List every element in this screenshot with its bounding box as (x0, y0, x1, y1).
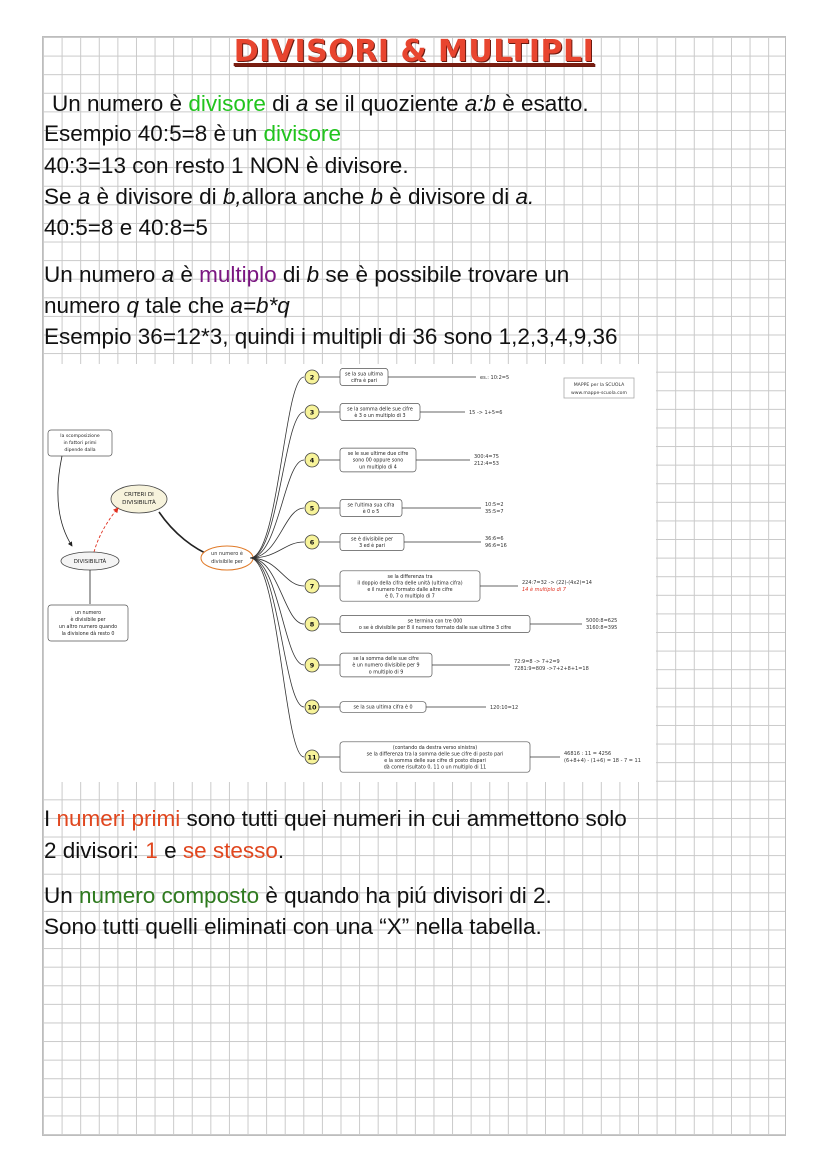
multiple-example-line: Esempio 36=12*3, quindi i multipli di 36 sono 1,2,3,4,9,36 (44, 324, 618, 349)
rule-example: 212:4=53 (474, 461, 499, 467)
prime-divisors-line: 2 divisori: 1 e se stesso. (44, 838, 285, 863)
svg-text:un numero è: un numero è (211, 551, 243, 557)
rule-text: o multiplo di 9 (368, 670, 404, 676)
rule-6 (305, 533, 507, 550)
divisor-example-line: Esempio 40:5=8 è un divisore (44, 121, 342, 146)
svg-text:www.mappe-scuola.com: www.mappe-scuola.com (571, 391, 627, 396)
rule-text: un multiplo di 4 (359, 465, 397, 471)
rule-text: se la sua ultima (345, 372, 383, 378)
rule-branches (250, 377, 304, 757)
mappe-scuola-logo (564, 378, 634, 398)
rule-example: es.: 10:2=5 (480, 375, 510, 381)
rule-text: se la differenza tra la somma delle sue cifre di posto pari (366, 752, 504, 758)
rule-number: 8 (309, 620, 315, 629)
rule-number: 9 (309, 661, 315, 670)
rule-text: se l'ultima sua cifra (347, 503, 395, 509)
rule-text: è un numero divisibile per 9 (352, 663, 420, 669)
rule-example: 35:5=7 (485, 509, 504, 515)
rule-branch-line (250, 558, 304, 707)
rule-4 (305, 448, 499, 472)
rule-text: se la differenza tra (387, 574, 433, 580)
svg-text:CRITERI DI: CRITERI DI (124, 492, 154, 498)
rule-text: è 0 o 5 (362, 510, 380, 515)
non-divisor-line: 40:3=13 con resto 1 NON è divisore. (44, 153, 409, 178)
svg-text:un numero: un numero (74, 611, 102, 616)
rule-branch-line (250, 558, 304, 624)
rule-text: (contando da destra verso sinistra) (392, 745, 478, 751)
composite-definition-line: Un numero composto è quando ha piú divisori di 2. (44, 883, 552, 908)
rule-example: 5000:8=625 (586, 618, 618, 624)
rule-example: (6+8+4) - (1+6) = 18 - 7 = 11 (564, 758, 641, 764)
svg-text:un altro numero quando: un altro numero quando (58, 625, 118, 630)
rule-text: se è divisibile per (351, 537, 393, 543)
rule-text: e la somma delle sue cifre di posto dispari (384, 759, 486, 764)
rule-number: 11 (307, 753, 317, 762)
rule-number: 5 (309, 504, 315, 513)
rule-text: se le sue ultime due cifre (347, 452, 409, 458)
rule-text: il doppio della cifra delle unità (ultima cifra) (357, 581, 463, 587)
rule-example: 36:6=6 (485, 536, 504, 542)
composite-table-line: Sono tutti quelli eliminati con una “X” nella tabella. (44, 914, 542, 939)
rule-number: 3 (309, 408, 315, 417)
rule-example: 46816 : 11 = 4256 (564, 751, 612, 757)
rule-10 (305, 700, 518, 714)
rule-9 (305, 653, 589, 677)
svg-text:DIVISIBILITÀ: DIVISIBILITÀ (122, 500, 156, 506)
rule-text: se termina con tre 000 (407, 619, 463, 625)
rule-branch-line (250, 508, 304, 558)
rule-number: 4 (309, 456, 315, 465)
rule-text: è 0, 7 o multiplo di 7 (385, 594, 435, 600)
rule-branch-line (250, 558, 304, 757)
rule-example: 3160:8=395 (586, 625, 618, 631)
rule-5 (305, 499, 504, 516)
rule-example: 10:5=2 (485, 502, 504, 508)
rule-8 (305, 615, 617, 632)
rule-3 (305, 403, 502, 420)
rule-example: 96:6=16 (485, 543, 507, 549)
svg-text:è divisibile per: è divisibile per (70, 618, 106, 623)
rule-branch-line (250, 377, 304, 558)
rule-example: 300:4=75 (474, 454, 499, 460)
rule-2 (305, 368, 509, 385)
divisor-definition-line: Un numero è divisore di a se il quoziente a:b è esatto. (52, 91, 589, 116)
rule-example: 120:10=12 (490, 705, 519, 711)
multiple-formula-line: numero q tale che a=b*q (44, 293, 290, 318)
definition-note (48, 605, 128, 641)
rule-text: se la somma delle sue cifre (347, 407, 413, 413)
criteri-node (111, 485, 167, 513)
rule-text: è 3 o un multiplo di 3 (354, 414, 406, 419)
rule-list (305, 368, 641, 772)
factorization-note (48, 430, 112, 456)
svg-text:dipende dalla: dipende dalla (64, 448, 96, 453)
multiple-definition-line: Un numero a è multiplo di b se è possibile trovare un (44, 262, 570, 287)
svg-text:MAPPE per la SCUOLA: MAPPE per la SCUOLA (573, 383, 625, 388)
rule-branch-line (250, 558, 304, 665)
svg-text:DIVISIBILITÀ: DIVISIBILITÀ (73, 559, 107, 565)
divisor-symmetry-line: Se a è divisore di b,allora anche b è divisore di a. (44, 184, 535, 209)
rule-text: se la somma delle sue cifre (353, 657, 419, 663)
page-title: DIVISORI & MULTIPLI (233, 34, 595, 69)
rule-example: 72:9=8 -> 7+2=9 (514, 659, 560, 665)
rule-11 (305, 742, 641, 772)
rule-text: e il numero formato dalle altre cifre (367, 588, 453, 593)
divisibilita-node (61, 552, 119, 570)
rule-text: dà come risultato 0, 11 o un multiplo di 11 (383, 765, 487, 771)
svg-text:la scomposizione: la scomposizione (60, 434, 100, 439)
rule-number: 6 (309, 538, 315, 547)
rule-example: 224:7=32 -> (22)-(4x2)=14 (522, 580, 592, 586)
center-node (201, 546, 253, 570)
rule-example: 7281:9=809 ->7+2+8+1=18 (514, 666, 589, 672)
prime-definition-line: I numeri primi sono tutti quei numeri in cui ammettono solo (44, 806, 627, 831)
rule-number: 10 (307, 703, 317, 712)
rule-number: 2 (309, 373, 315, 382)
rule-text: o se è divisibile per 8 il numero formato dalle sue ultime 3 cifre (358, 626, 512, 631)
rule-example: 14 è multiplo di 7 (522, 587, 566, 593)
svg-text:la divisione dà resto 0: la divisione dà resto 0 (61, 632, 115, 637)
rule-number: 7 (309, 582, 315, 591)
svg-text:divisibile per: divisibile per (211, 559, 243, 565)
rule-text: 3 ed è pari (359, 544, 385, 549)
svg-text:in fattori primi: in fattori primi (63, 441, 97, 446)
symmetry-example-line: 40:5=8 e 40:8=5 (44, 215, 208, 240)
rule-7 (305, 571, 592, 601)
rule-text: se la sua ultima cifra è 0 (353, 705, 413, 711)
divisibility-concept-map (44, 364, 656, 782)
rule-text: cifra è pari (351, 379, 377, 384)
rule-example: 15 -> 1+5=6 (469, 410, 503, 416)
rule-text: sono 00 oppure sono (352, 458, 404, 464)
